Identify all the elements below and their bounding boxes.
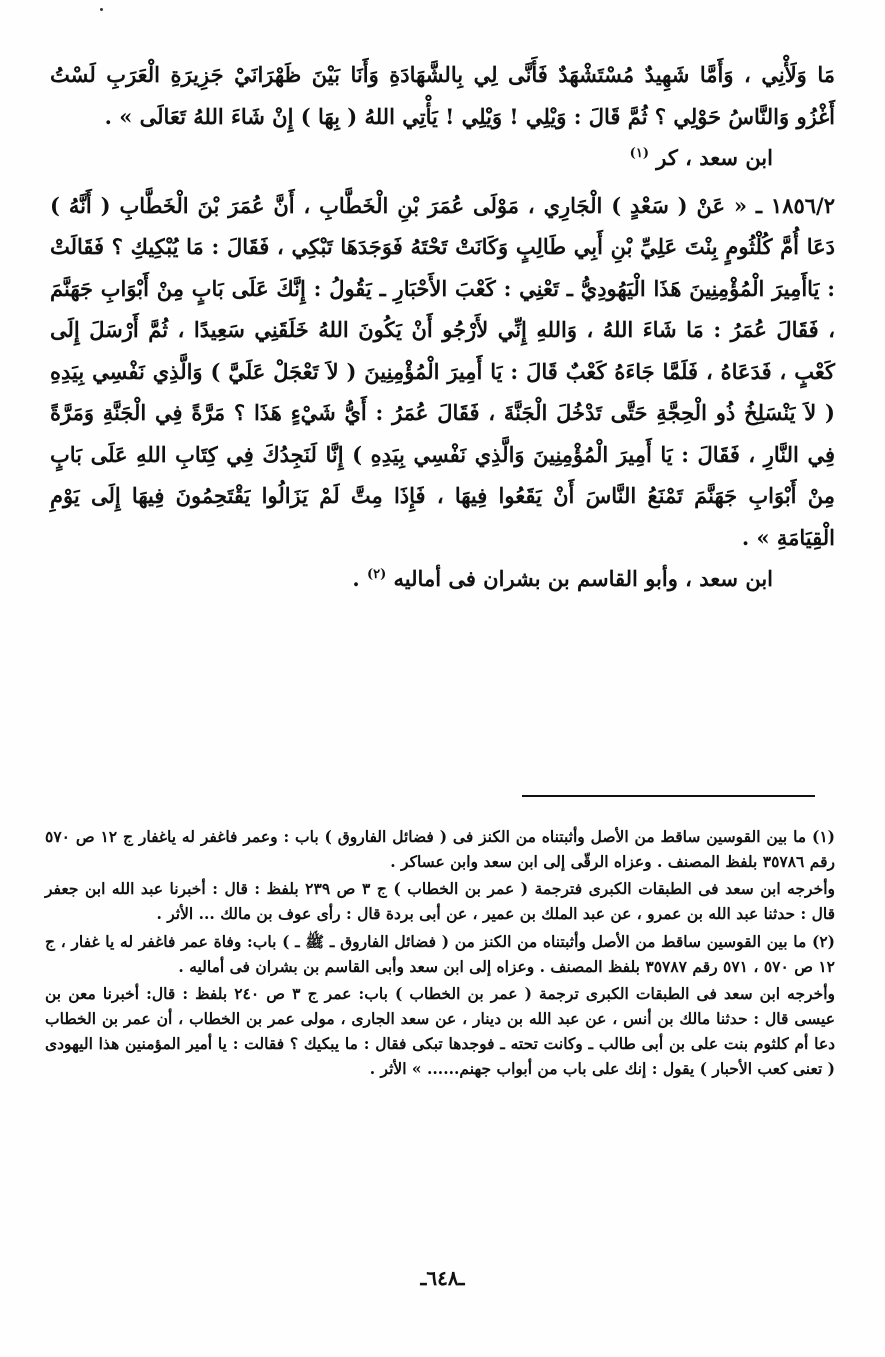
source-citation-2 xyxy=(50,558,835,600)
paragraph-1: مَا وَلَأْنِي ، وَأَمَّا شَهِيدٌ مُسْتَشْهَدٌ فَأَنَّى لِي بِالشَّهَادَةِ وَأَنَا بَيْنَ ظَهْرَانَيْ جَزِيرَةِ الْعَرَبِ لَسْتُ أَغْزُو وَالنَّاسُ حَوْلِي ؟ ثُمَّ قَالَ : وَيْلِي ! وَيْلِي ! يَأْتِي اللهُ ( بِهَا ) إِنْ شَاءَ اللهُ تَعَالَى » . xyxy=(50,62,835,129)
print-speck xyxy=(100,8,103,11)
footnotes xyxy=(45,824,835,1083)
footnote-1-continuation: وأخرجه ابن سعد فى الطبقات الكبرى فترجمة ( عمر بن الخطاب ) ج ٣ ص ٢٣٩ بلفظ : قال : أخبرنا عبد الله ابن جعفر قال : حدثنا عبد الله بن عمرو ، عن عبد الملك بن عمير ، عن أبى بردة قال : رأى عوف بن مالك ... الأثر . xyxy=(45,879,835,923)
source-citation-2-text: ابن سعد ، وأبو القاسم بن بشران فى أماليه xyxy=(393,566,773,591)
footnote-ref-1: (١) xyxy=(629,146,649,161)
source-citation-1-text: ابن سعد ، كر xyxy=(656,145,773,170)
page-number: ـ٦٤٨ـ xyxy=(420,1266,465,1290)
main-text xyxy=(50,54,835,600)
footnote-2-continuation: وأخرجه ابن سعد فى الطبقات الكبرى ترجمة ( عمر بن الخطاب ) باب: عمر ج ٣ ص ٢٤٠ بلفظ : قال: أخبرنا معن بن عيسى قال : حدثنا مالك بن أنس ، عن عبد الله بن دينار ، عن سعد الجارى ، مولى عمر بن الخطاب ، أن عمر بن الخطاب دعا أم كلثوم بنت على بن أبى طالب ـ وكانت تحته ـ فوجدها تبكى فقال : ما يبكيك ؟ فقالت : يا أمير المؤمنين هذا اليهودى ( تعنى كعب الأحبار ) يقول : إنك على باب من أبواب جهنم...... » الأثر . xyxy=(45,984,835,1078)
footnote-2: (٢) ما بين القوسين ساقط من الأصل وأثبتناه من الكنز من ( فضائل الفاروق ـ ﷺ ـ ) باب: وفاة عمر فاغفر له يا غفار ، ج ١٢ ص ٥٧٠ ، ٥٧١ رقم ٣٥٧٨٧ بلفظ المصنف . وعزاه إلى ابن سعد وأبى القاسم بن بشران فى أماليه . xyxy=(45,932,835,976)
footnote-ref-2: (٢) xyxy=(366,567,387,582)
footnote-1: (١) ما بين القوسين ساقط من الأصل وأثبتناه من الكنز فى ( فضائل الفاروق ) باب : وعمر فاغفر له ياغفار ج ١٢ ص ٥٧٠ رقم ٣٥٧٨٦ بلفظ المصنف . وعزاه الرقّى إلى ابن سعد وابن عساكر . xyxy=(45,827,835,871)
footnote-separator xyxy=(522,795,815,797)
source-citation-2-end: . xyxy=(352,566,360,591)
paragraph-hadith-1856: ١٨٥٦/٢ ـ « عَنْ ( سَعْدٍ ) الْجَارِي ، مَوْلَى عُمَرَ بْنِ الْخَطَّابِ ، أَنَّ عُمَرَ بْنَ الْخَطَّابِ ( أَنَّهُ ) دَعَا أُمَّ كُلْثُومٍ بِنْتَ عَلِيِّ بْنِ أَبِي طَالِبٍ وَكَانَتْ تَحْتَهُ فَوَجَدَهَا تَبْكِي ، فَقَالَ : مَا يُبْكِيكِ ؟ فَقَالَتْ : يَاأَمِيرَ الْمُؤْمِنِينَ هَذَا الْيَهُودِيُّ ـ تَعْنِي : كَعْبَ الأَحْبَارِ ـ يَقُولُ : إِنَّكَ عَلَى بَابٍ مِنْ أَبْوَابِ جَهَنَّمَ ، فَقَالَ عُمَرُ : مَا شَاءَ اللهُ ، وَاللهِ إِنِّي لأَرْجُو أَنْ يَكُونَ اللهُ خَلَقَنِي سَعِيدًا ، ثُمَّ أَرْسَلَ إِلَى كَعْبٍ ، فَدَعَاهُ ، فَلَمَّا جَاءَهُ كَعْبٌ قَالَ : يَا أَمِيرَ الْمُؤْمِنِينَ ( لاَ تَعْجَلْ عَلَيَّ ) وَالَّذِي نَفْسِي بِيَدِهِ ( لاَ يَنْسَلِخُ ذُو الْحِجَّةِ حَتَّى تَدْخُلَ الْجَنَّةَ ، فَقَالَ عُمَرُ : أَيُّ شَيْءٍ هَذَا ؟ مَرَّةً فِي الْجَنَّةِ وَمَرَّةً فِي النَّارِ ، فَقَالَ : يَا أَمِيرَ الْمُؤْمِنِينَ وَالَّذِي نَفْسِي بِيَدِهِ ) إِنَّا لَنَجِدُكَ فِي كِتَابِ اللهِ عَلَى بَابٍ مِنْ أَبْوَابِ جَهَنَّمَ تَمْنَعُ النَّاسَ أَنْ يَقَعُوا فِيهَا ، فَإِذَا مِتَّ لَمْ يَزَالُوا يَقْتَحِمُونَ فِيهَا إِلَى يَوْمِ الْقِيَامَةِ » . xyxy=(50,192,835,550)
source-citation-1 xyxy=(50,137,835,179)
